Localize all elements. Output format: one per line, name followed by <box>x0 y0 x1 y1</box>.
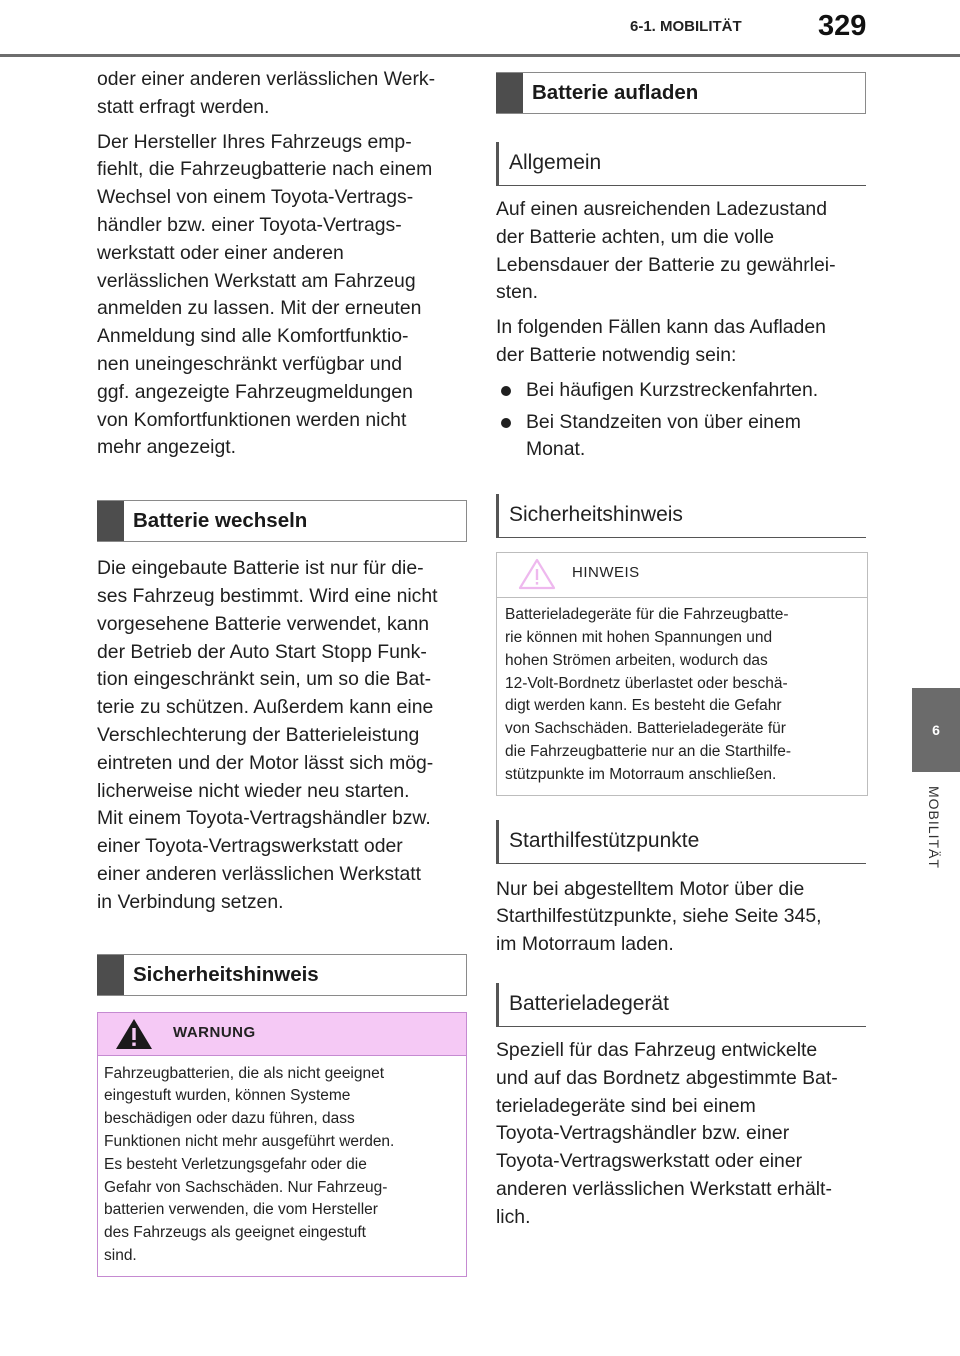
charger-paragraph <box>496 1037 866 1232</box>
text-line: eintreten und der Motor lässt sich mög- <box>97 751 434 774</box>
text-line: sind. <box>104 1246 137 1264</box>
text-line: stützpunkte im Motorraum anschließen. <box>505 765 777 783</box>
subheading-jump-points: Starthilfestützpunkte <box>496 820 866 864</box>
text-line: Bei Standzeiten von über einem <box>526 410 801 433</box>
list-item-text <box>526 409 801 465</box>
notice-label: HINWEIS <box>572 564 640 582</box>
list-item <box>496 409 866 465</box>
text-line: ses Fahrzeug bestimmt. Wird eine nicht <box>97 584 438 607</box>
notice-text <box>497 598 867 794</box>
header-divider <box>0 54 960 57</box>
text-line: 12-Volt-Bordnetz überlastet oder beschä- <box>505 674 788 692</box>
list-item-text <box>526 377 818 405</box>
text-line: terieladegeräte sind bei einem <box>496 1094 756 1117</box>
heading-battery-charge-label: Batterie aufladen <box>532 81 699 104</box>
text-line: Es besteht Verletzungsgefahr oder die <box>104 1155 367 1173</box>
text-line: Mit einem Toyota-Vertragshändler bzw. <box>97 807 431 830</box>
heading-battery-replace-label: Batterie wechseln <box>133 509 308 533</box>
text-line: Lebensdauer der Batterie zu gewährlei- <box>496 253 836 276</box>
chapter-label: MOBILITÄT <box>926 786 942 869</box>
text-line: Verschlechterung der Batterieleistung <box>97 723 420 746</box>
text-line: Die eingebaute Batterie ist nur für die- <box>97 557 424 580</box>
text-line: Auf einen ausreichenden Ladezustand <box>496 198 827 220</box>
text-line: einer Toyota-Vertragswerkstatt oder <box>97 835 403 858</box>
list-item <box>496 377 866 405</box>
caution-triangle-icon <box>517 557 557 591</box>
page-number: 329 <box>818 10 867 42</box>
text-line: anderen verlässlichen Werkstatt erhält- <box>496 1177 832 1200</box>
text-line: Anmeldung sind alle Komfortfunktio- <box>97 325 409 348</box>
notice-header <box>497 553 867 598</box>
right-column <box>496 72 866 1239</box>
bullet-icon <box>501 386 511 396</box>
warning-label: WARNUNG <box>173 1023 256 1041</box>
text-line: rie können mit hohen Spannungen und <box>505 628 773 646</box>
text-line: Nur bei abgestelltem Motor über die <box>496 877 805 900</box>
text-line: Funktionen nicht mehr ausgeführt werden. <box>104 1132 395 1150</box>
heading-battery-replace <box>97 500 467 542</box>
replace-paragraph <box>97 555 467 916</box>
text-line: von Komfortfunktionen werden nicht <box>97 408 407 431</box>
text-line: Toyota-Vertragshändler bzw. einer <box>496 1122 790 1145</box>
manufacturer-paragraph <box>97 129 467 463</box>
text-line: anmelden zu lassen. Mit der erneuten <box>97 297 422 320</box>
text-line: statt erfragt werden. <box>97 95 270 118</box>
text-line: mehr angezeigt. <box>97 436 237 459</box>
text-line: nen uneingeschränkt verfügbar und <box>97 352 403 375</box>
text-line: verlässlichen Werkstatt am Fahrzeug <box>97 269 416 292</box>
text-line: eingestuft wurden, können Systeme <box>104 1087 351 1105</box>
text-line: Toyota-Vertragswerkstatt oder einer <box>496 1150 803 1173</box>
text-line: fiehlt, die Fahrzeugbatterie nach einem <box>97 158 433 181</box>
section-title: 6-1. MOBILITÄT <box>630 18 742 35</box>
warning-text <box>98 1056 466 1276</box>
subheading-general: Allgemein <box>496 142 866 186</box>
text-line: der Batterie achten, um die volle <box>496 225 775 248</box>
text-line: sten. <box>496 281 539 304</box>
text-line: der Batterie notwendig sein: <box>496 343 737 366</box>
text-line: Bei häufigen Kurzstreckenfahrten. <box>526 378 819 401</box>
left-column <box>97 66 467 1277</box>
intro-paragraph <box>97 66 467 122</box>
text-line: terie zu schützen. Außerdem kann eine <box>97 696 434 719</box>
heading-safety-left <box>97 954 467 996</box>
text-line: Fahrzeugbatterien, die als nicht geeignet <box>104 1064 385 1082</box>
text-line: werkstatt oder einer anderen <box>97 241 344 264</box>
text-line: Batterieladegeräte für die Fahrzeugbatte- <box>505 606 789 624</box>
text-line: die Fahrzeugbatterie nur an die Starthilfe- <box>505 742 792 760</box>
text-line: und auf das Bordnetz abgestimmte Bat- <box>496 1066 838 1089</box>
warning-header <box>98 1013 466 1056</box>
text-line: ggf. angezeigte Fahrzeugmeldungen <box>97 380 413 403</box>
notice-box <box>496 552 868 795</box>
text-line: licherweise nicht wieder neu starten. <box>97 779 410 802</box>
subheading-safety: Sicherheitshinweis <box>496 494 866 538</box>
heading-safety-left-label: Sicherheitshinweis <box>133 962 319 986</box>
text-line: Gefahr von Sachschäden. Nur Fahrzeug- <box>104 1178 388 1196</box>
text-line: einer anderen verlässlichen Werkstatt <box>97 862 422 885</box>
text-line: beschädigen oder dazu führen, dass <box>104 1110 355 1128</box>
text-line: hohen Strömen arbeiten, wodurch das <box>505 651 768 669</box>
text-line: In folgenden Fällen kann das Aufladen <box>496 316 826 339</box>
text-line: Starthilfestützpunkte, siehe Seite 345, <box>496 905 822 928</box>
cases-paragraph <box>496 314 866 370</box>
text-line: lich. <box>496 1205 531 1228</box>
text-line: digt werden kann. Es besteht die Gefahr <box>505 697 782 715</box>
jump-paragraph <box>496 876 866 959</box>
general-paragraph <box>496 196 866 307</box>
text-line: Wechsel von einem Toyota-Vertrags- <box>97 186 414 209</box>
text-line: batterien verwenden, die vom Hersteller <box>104 1201 378 1219</box>
text-line: der Betrieb der Auto Start Stopp Funk- <box>97 640 427 663</box>
bullet-icon <box>501 418 511 428</box>
text-line: Der Hersteller Ihres Fahrzeugs emp- <box>97 130 412 153</box>
text-line: tion eingeschränkt sein, um so die Bat- <box>97 668 432 691</box>
text-line: Speziell für das Fahrzeug entwickelte <box>496 1038 818 1061</box>
text-line: des Fahrzeugs als geeignet eingestuft <box>104 1224 366 1242</box>
text-line: von Sachschäden. Batterieladegeräte für <box>505 720 786 738</box>
subheading-charger: Batterieladegerät <box>496 983 866 1027</box>
text-line: vorgesehene Batterie verwendet, kann <box>97 612 430 635</box>
text-line: oder einer anderen verlässlichen Werk- <box>97 68 436 90</box>
text-line: händler bzw. einer Toyota-Vertrags- <box>97 213 402 236</box>
text-line: Monat. <box>526 438 586 461</box>
heading-battery-charge <box>496 72 866 114</box>
text-line: im Motorraum laden. <box>496 933 674 956</box>
warning-box <box>97 1012 467 1277</box>
text-line: in Verbindung setzen. <box>97 890 284 913</box>
chapter-tab[interactable]: 6 <box>912 688 960 772</box>
warning-triangle-icon <box>114 1017 154 1051</box>
